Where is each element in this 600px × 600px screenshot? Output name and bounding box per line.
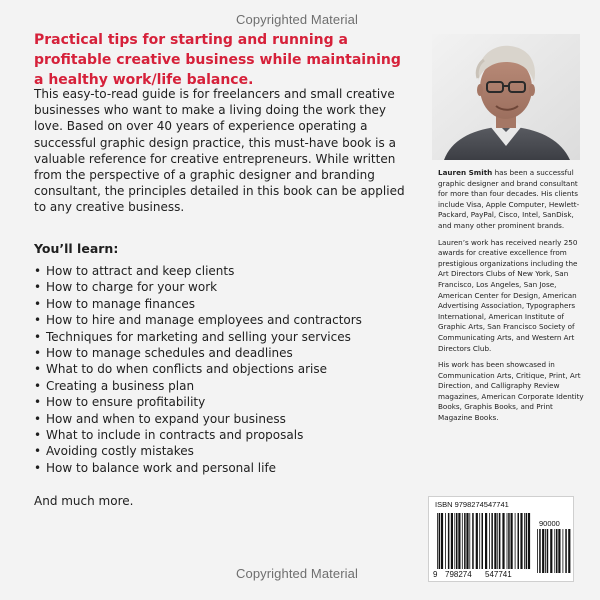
barcode-bar (462, 513, 463, 569)
barcode-bar (458, 513, 460, 569)
learn-list-item (34, 378, 414, 394)
bullet-icon: • (34, 296, 42, 311)
barcode-graphic (429, 497, 573, 581)
learn-list-item (34, 443, 414, 459)
barcode-bar (497, 513, 498, 569)
bullet-icon: • (34, 460, 42, 475)
barcode-bar (558, 529, 560, 573)
learn-list-item (34, 427, 414, 443)
bullet-icon: • (34, 395, 42, 410)
barcode-bar (524, 513, 525, 569)
learn-list-item-text: What to do when conflicts and objections arise (46, 362, 327, 377)
barcode-bar (479, 513, 480, 569)
barcode-bar (491, 513, 493, 569)
barcode-bar (451, 513, 453, 569)
barcode-bar (469, 513, 470, 569)
bullet-icon: • (34, 411, 42, 426)
bullet-icon: • (34, 280, 42, 295)
barcode-bar (556, 529, 558, 573)
learn-list-item-text: How to manage schedules and deadlines (46, 346, 293, 361)
author-bio (438, 168, 588, 430)
learn-list-item-text: How to charge for your work (46, 280, 218, 295)
isbn-label: ISBN 9798274547741 (435, 500, 509, 509)
barcode-bar (568, 529, 570, 573)
barcode-bar (547, 529, 549, 573)
learn-list-item (34, 329, 414, 345)
barcode-bar (528, 513, 530, 569)
barcode-bar (494, 513, 496, 569)
barcode-digits-right: 547741 (485, 570, 512, 579)
learn-list-item-text: What to include in contracts and proposals (46, 428, 304, 443)
author-bio-paragraph-1 (438, 168, 588, 232)
learn-list-item (34, 411, 414, 427)
learn-list-item (34, 394, 414, 410)
barcode-bar (456, 513, 458, 569)
learn-list-item (34, 345, 414, 361)
isbn-barcode (428, 496, 574, 582)
barcode-bar (445, 513, 446, 569)
learn-list-item (34, 296, 414, 312)
barcode-addon-bars (537, 529, 570, 573)
bullet-icon: • (34, 346, 42, 361)
learn-list-item-text: How to attract and keep clients (46, 264, 235, 278)
closing-line: And much more. (34, 494, 134, 508)
learn-list-item-text: Avoiding costly mistakes (46, 444, 194, 459)
bullet-icon: • (34, 428, 42, 443)
barcode-bar (441, 513, 443, 569)
author-portrait-image (432, 34, 580, 160)
learn-list (34, 263, 414, 476)
learn-heading: You’ll learn: (34, 241, 119, 256)
tagline: Practical tips for starting and running a profitable creative business while maintaining a healthy work/life balance. (34, 32, 401, 88)
barcode-bar (554, 529, 555, 573)
learn-list-item (34, 361, 414, 377)
barcode-bar (439, 513, 441, 569)
barcode-bar (526, 513, 528, 569)
barcode-main-bars (437, 513, 530, 569)
barcode-bar (454, 513, 455, 569)
barcode-bar (565, 529, 567, 573)
barcode-bar (542, 529, 544, 573)
barcode-bar (437, 513, 438, 569)
barcode-digit-first: 9 (433, 570, 438, 579)
barcode-bar (563, 529, 564, 573)
bullet-icon: • (34, 329, 42, 344)
barcode-bar (537, 529, 538, 573)
author-name: Lauren Smith (438, 168, 493, 177)
learn-list-item (34, 460, 414, 476)
learn-list-item-text: How to balance work and personal life (46, 460, 277, 475)
barcode-bar (545, 529, 546, 573)
learn-list-item (34, 279, 414, 295)
price-code: 90000 (539, 519, 560, 528)
bullet-icon: • (34, 444, 42, 459)
barcode-bar (466, 513, 468, 569)
barcode-bar (511, 513, 513, 569)
learn-list-item-text: How to ensure profitability (46, 395, 206, 410)
learn-list-item-text: Creating a business plan (46, 378, 195, 393)
barcode-bar (476, 513, 478, 569)
author-photo (432, 34, 580, 160)
barcode-bar (472, 513, 474, 569)
barcode-bar (518, 513, 520, 569)
learn-list-item-text: How to manage finances (46, 296, 196, 311)
author-bio-paragraph-3: His work has been showcased in Communication Arts, Critique, Print, Art Direction, and Calligraphy Review magazines, American Corporate Identity Books, Graphis Books, and Print Magazine Books. (438, 360, 584, 423)
copyright-watermark-bottom: Copyrighted Material (236, 566, 358, 581)
bullet-icon: • (34, 264, 42, 278)
barcode-bar (520, 513, 522, 569)
learn-list-item (34, 263, 414, 279)
learn-list-item-text: Techniques for marketing and selling your services (46, 329, 351, 344)
barcode-bar (482, 513, 484, 569)
learn-list-item (34, 312, 414, 328)
barcode-bar (502, 513, 504, 569)
bullet-icon: • (34, 362, 42, 377)
barcode-bar (515, 513, 516, 569)
author-bio-paragraph-2: Lauren’s work has received nearly 250 awards for creative excellence from prestigious organizations including the Art Directors Clubs of New York, San Francisco, Los Angeles, San Jose, American Center for Design, American Advertising Association, Typographers International, American Institute of Graphic Arts, San Francisco Society of Communicating Arts, and Western Art Directors Club. (438, 237, 578, 353)
barcode-bar (464, 513, 466, 569)
barcode-bar (489, 513, 490, 569)
barcode-bar (508, 513, 510, 569)
copyright-watermark-top: Copyrighted Material (236, 12, 358, 27)
barcode-digits-left: 798274 (445, 570, 472, 579)
barcode-bar (539, 529, 541, 573)
bullet-icon: • (34, 378, 42, 393)
barcode-bar (550, 529, 552, 573)
barcode-bar (448, 513, 450, 569)
learn-list-item-text: How to hire and manage employees and contractors (46, 313, 362, 328)
bullet-icon: • (34, 313, 42, 328)
barcode-bar (499, 513, 501, 569)
author-bio-1-text: has been a successful graphic designer and brand consultant for more than four decades. His clients include Visa, Apple Computer, Hewlett-Packard, PayPal, Cisco, Intel, SanDisk, and many other prominent brands. (438, 168, 580, 230)
barcode-bar (485, 513, 487, 569)
barcode-bar (507, 513, 508, 569)
learn-list-item-text: How and when to expand your business (46, 411, 286, 426)
intro-paragraph: This easy-to-read guide is for freelancers and small creative businesses who want to make a living doing the work they love. Based on over 40 years of experience operating a successful graphic design practice, this must-have book is a valuable reference for creative entrepreneurs. While written from the perspective of a graphic designer and branding consultant, the principles detailed in this book can be applied to any creative business. (34, 87, 405, 215)
